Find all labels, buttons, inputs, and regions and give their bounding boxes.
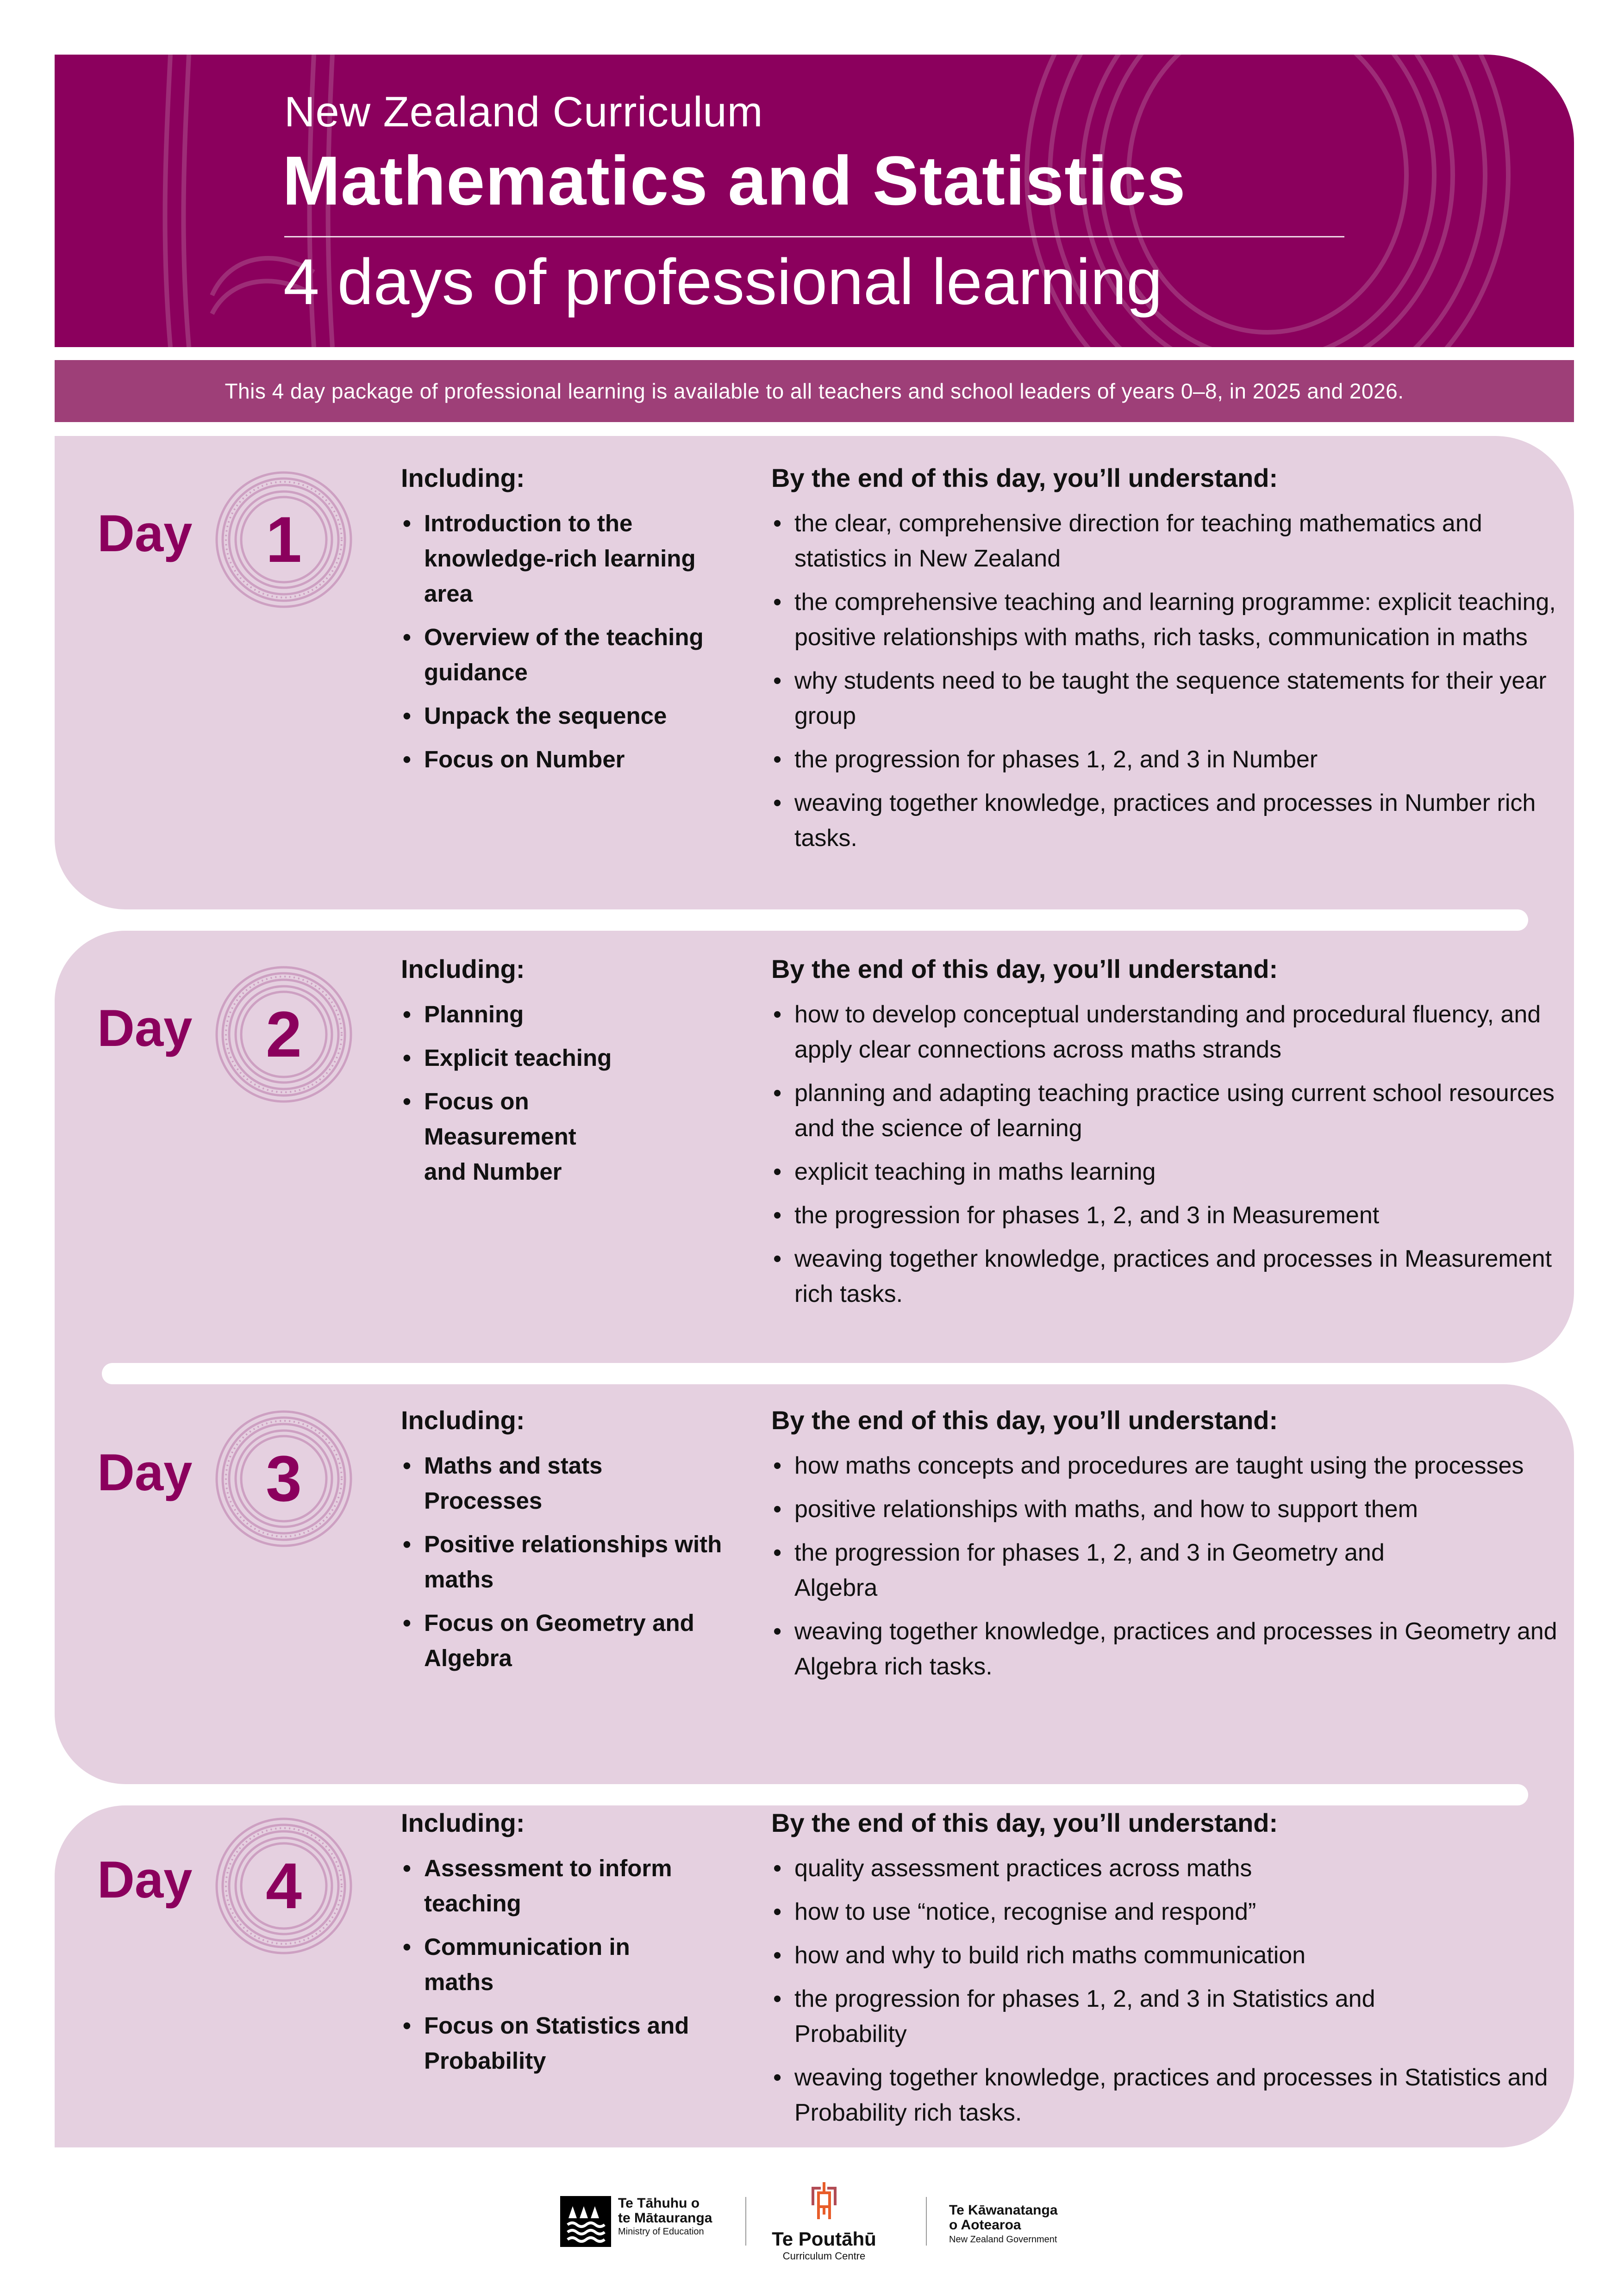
outcomes-column (771, 463, 1568, 864)
including-item: • Focus on Measurement and Number (401, 1084, 618, 1189)
including-heading: Including: (401, 1808, 525, 1837)
outcomes-heading: By the end of this day, you’ll understand: (771, 463, 1278, 492)
title-divider (284, 236, 1344, 237)
outcome-item: • how and why to build rich maths communication (771, 1938, 1568, 1973)
te-poutahu-logo-icon (808, 2182, 840, 2224)
outcome-item: • why students need to be taught the sequence statements for their year group (771, 663, 1568, 734)
including-heading: Including: (401, 954, 525, 983)
including-item: • Focus on Number (401, 742, 725, 777)
outcome-item: • the clear, comprehensive direction for teaching mathematics and statistics in New Zealand (771, 506, 1568, 576)
day-divider (55, 909, 1528, 931)
availability-text: This 4 day package of professional learning is available to all teachers and school leaders of years 0–8, in 2025 and 2026. (225, 379, 1404, 403)
day-label: Day (97, 504, 193, 562)
including-item: • Overview of the teaching guidance (401, 620, 725, 690)
including-item: • Introduction to the knowledge-rich learning area (401, 506, 725, 611)
including-item: • Planning (401, 997, 725, 1032)
outcome-item: • how to use “notice, recognise and respond” (771, 1894, 1568, 1929)
outcome-item: • explicit teaching in maths learning (771, 1154, 1568, 1189)
outcome-item: • weaving together knowledge, practices and processes in Statistics and Probability rich tasks. (771, 2060, 1568, 2130)
day-emblem (214, 1409, 353, 1548)
divider-curve (55, 1713, 147, 1784)
outcomes-column (771, 1405, 1568, 1692)
including-item: • Focus on Statistics and Probability (401, 2008, 702, 2078)
outcome-item: • the progression for phases 1, 2, and 3 in Number (771, 742, 1568, 777)
divider-curve (55, 839, 147, 909)
outcome-item: • weaving together knowledge, practices and processes in Measurement rich tasks. (771, 1241, 1568, 1312)
day-number: 2 (266, 998, 302, 1070)
day-emblem (214, 1817, 353, 1955)
curriculum-subtitle: New Zealand Curriculum (284, 88, 763, 136)
outcomes-heading: By the end of this day, you’ll understand: (771, 1406, 1278, 1435)
outcome-item: • the comprehensive teaching and learning programme: explicit teaching, positive relationships with maths, rich tasks, communication in maths (771, 585, 1568, 655)
outcomes-column (771, 954, 1568, 1320)
day-number: 3 (266, 1442, 302, 1515)
outcome-item: • planning and adapting teaching practice using current school resources and the science of learning (771, 1076, 1568, 1146)
outcome-item: • the progression for phases 1, 2, and 3 in Geometry and Algebra (771, 1535, 1466, 1605)
day-label: Day (97, 1444, 193, 1501)
outcome-item: • the progression for phases 1, 2, and 3 in Measurement (771, 1198, 1568, 1233)
day-divider (102, 1363, 1574, 1384)
days-panel (55, 436, 1574, 2147)
page-tagline: 4 days of professional learning (283, 245, 1162, 318)
including-item: • Maths and stats Processes (401, 1448, 637, 1518)
including-column (401, 1808, 725, 2087)
ministry-of-education-name: Te Tāhuhu o te Mātauranga Ministry of Education (618, 2196, 712, 2237)
footer-logos (560, 2182, 1069, 2262)
including-item: • Assessment to inform teaching (401, 1851, 725, 1921)
header-panel (55, 55, 1574, 347)
te-poutahu-logo: Te Poutāhū Curriculum Centre (771, 2182, 877, 2262)
outcomes-heading: By the end of this day, you’ll understand: (771, 954, 1278, 983)
outcome-item: • how maths concepts and procedures are taught using the processes (771, 1448, 1568, 1483)
including-column (401, 1405, 725, 1684)
including-column (401, 463, 725, 785)
nz-government-logo: Te Kāwanatanga o Aotearoa New Zealand Government (949, 2203, 1058, 2245)
including-heading: Including: (401, 463, 525, 492)
day-label: Day (97, 999, 193, 1057)
outcome-item: • how to develop conceptual understanding and procedural fluency, and apply clear connections across maths strands (771, 997, 1568, 1067)
ministry-of-education-logo-icon (560, 2196, 611, 2247)
including-item: • Explicit teaching (401, 1040, 725, 1076)
day-emblem (214, 965, 353, 1104)
including-item: • Unpack the sequence (401, 698, 725, 734)
outcome-item: • weaving together knowledge, practices and processes in Geometry and Algebra rich tasks. (771, 1614, 1568, 1684)
day-number: 4 (266, 1849, 302, 1922)
outcome-item: • positive relationships with maths, and how to support them (771, 1492, 1419, 1527)
outcome-item: • quality assessment practices across maths (771, 1851, 1568, 1886)
day-divider (55, 1784, 1528, 1805)
outcomes-column (771, 1808, 1568, 2139)
outcome-item: • the progression for phases 1, 2, and 3 in Statistics and Probability (771, 1981, 1443, 2052)
page-title: Mathematics and Statistics (282, 142, 1186, 219)
logo-divider (926, 2197, 927, 2246)
including-item: • Positive relationships with maths (401, 1527, 725, 1597)
day-label: Day (97, 1851, 193, 1909)
logo-divider (745, 2197, 746, 2246)
availability-banner (55, 360, 1574, 422)
divider-curve (55, 931, 147, 1002)
including-column (401, 954, 725, 1198)
outcome-item: • weaving together knowledge, practices and processes in Number rich tasks. (771, 785, 1568, 856)
day-number: 1 (266, 503, 302, 576)
including-item: • Communication in maths (401, 1929, 646, 2000)
outcomes-heading: By the end of this day, you’ll understand: (771, 1808, 1278, 1837)
day-emblem (214, 470, 353, 609)
including-heading: Including: (401, 1406, 525, 1435)
including-item: • Focus on Geometry and Algebra (401, 1605, 702, 1676)
